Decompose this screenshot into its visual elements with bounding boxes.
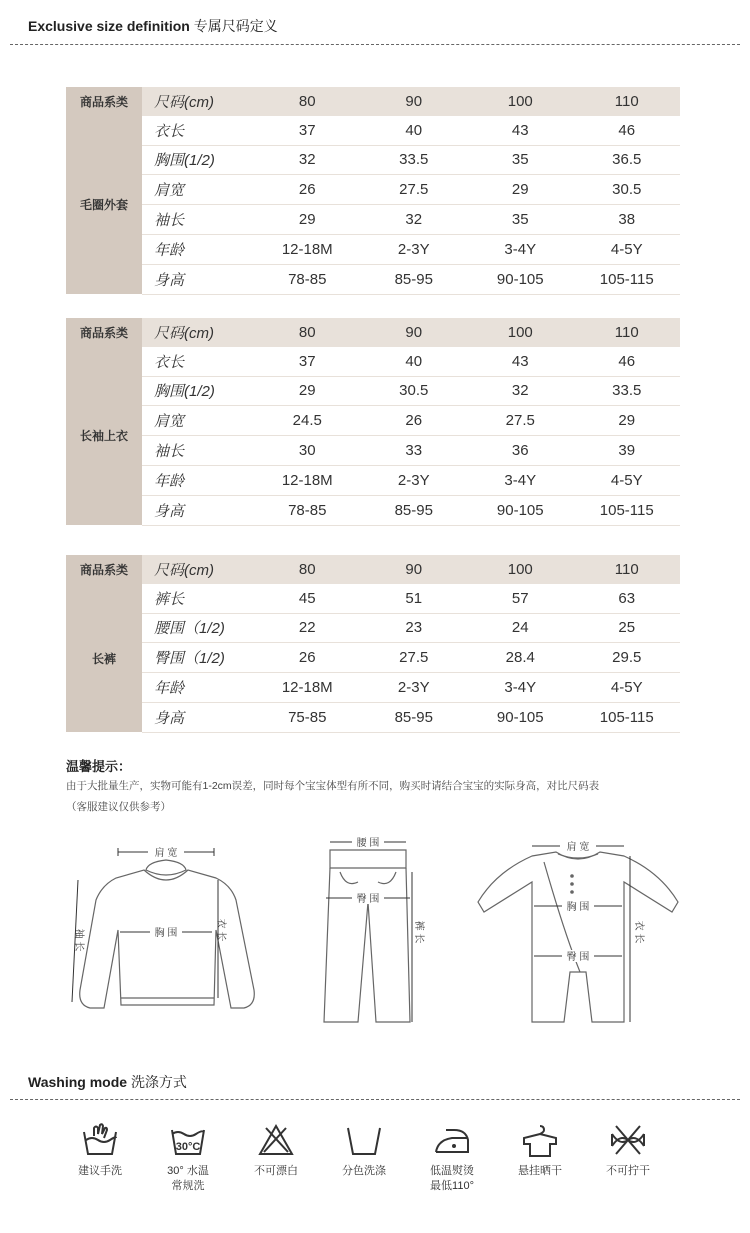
cell: 45 <box>254 584 361 613</box>
waist-label: 腰 围 <box>356 838 380 849</box>
sweater-diagram <box>66 840 266 1020</box>
row-label: 身高 <box>142 264 254 294</box>
row-label: 胸围(1/2) <box>142 376 254 406</box>
cell: 36.5 <box>574 145 681 175</box>
cell: 90-105 <box>467 495 574 525</box>
table-header-row <box>66 318 680 347</box>
cell: 43 <box>467 116 574 145</box>
table-row <box>66 145 680 175</box>
cell: 27.5 <box>361 175 468 205</box>
header-size-label: 尺码(cm) <box>142 318 254 347</box>
cell: 29.5 <box>574 643 681 673</box>
table-row <box>66 465 680 495</box>
divider <box>10 1099 740 1100</box>
cell: 27.5 <box>361 643 468 673</box>
wash-item <box>148 1122 228 1194</box>
row-label: 袖长 <box>142 205 254 235</box>
hand-wash-icon <box>80 1122 120 1158</box>
pants-length-label: 裤 长 <box>413 920 424 944</box>
cell: 63 <box>574 584 681 613</box>
row-label: 袖长 <box>142 436 254 466</box>
cell: 32 <box>254 145 361 175</box>
cell: 105-115 <box>574 495 681 525</box>
wash-30-icon <box>168 1122 208 1158</box>
row-label: 身高 <box>142 702 254 732</box>
cell: 32 <box>467 376 574 406</box>
table-row <box>66 116 680 145</box>
pants-diagram <box>320 832 424 1027</box>
cell: 37 <box>254 347 361 376</box>
wash-item <box>236 1122 316 1179</box>
cell: 51 <box>361 584 468 613</box>
cell: 22 <box>254 613 361 643</box>
cell: 33.5 <box>361 145 468 175</box>
header-category: 商品系类 <box>66 318 142 347</box>
cell: 35 <box>467 205 574 235</box>
cell: 3-4Y <box>467 234 574 264</box>
cell: 2-3Y <box>361 234 468 264</box>
row-label: 年龄 <box>142 234 254 264</box>
wash-label: 不可拧干 <box>606 1165 650 1177</box>
cell: 30.5 <box>574 175 681 205</box>
row-label: 年龄 <box>142 673 254 703</box>
cell: 29 <box>467 175 574 205</box>
row-label: 臀围（1/2) <box>142 643 254 673</box>
wash-label-2: 最低110° <box>430 1180 474 1192</box>
wash-label: 分色洗涤 <box>342 1165 386 1177</box>
wash-label: 悬挂晒干 <box>518 1165 562 1177</box>
header-size: 100 <box>467 318 574 347</box>
wash-temp: 30°C <box>175 1141 201 1153</box>
size-section-title <box>28 16 278 36</box>
table-row <box>66 702 680 732</box>
header-size: 90 <box>361 87 468 116</box>
header-size-label: 尺码(cm) <box>142 555 254 584</box>
table-row <box>66 234 680 264</box>
header-size: 90 <box>361 318 468 347</box>
cell: 4-5Y <box>574 465 681 495</box>
romper-chest-label: 胸 围 <box>566 902 590 913</box>
sleeve-label: 袖 长 <box>73 928 84 952</box>
cell: 24.5 <box>254 406 361 436</box>
header-category: 商品系类 <box>66 87 142 116</box>
cell: 29 <box>254 376 361 406</box>
size-title-cn: 专属尺码定义 <box>193 18 278 34</box>
table-row <box>66 205 680 235</box>
header-size: 80 <box>254 87 361 116</box>
row-label: 衣长 <box>142 116 254 145</box>
row-label: 胸围(1/2) <box>142 145 254 175</box>
row-label: 肩宽 <box>142 406 254 436</box>
low-iron-icon <box>432 1122 472 1158</box>
row-label: 腰围（1/2) <box>142 613 254 643</box>
category-cell: 长袖上衣 <box>66 347 142 525</box>
tips-title: 温馨提示： <box>66 759 132 774</box>
cell: 3-4Y <box>467 673 574 703</box>
row-label: 身高 <box>142 495 254 525</box>
washing-icons <box>60 1122 700 1212</box>
romper-shoulder-label: 肩 宽 <box>566 842 590 853</box>
table-header-row <box>66 555 680 584</box>
wash-label-2: 常规洗 <box>171 1180 205 1192</box>
wash-label: 低温熨烫 <box>430 1165 474 1177</box>
cell: 85-95 <box>361 495 468 525</box>
cell: 25 <box>574 613 681 643</box>
wash-item <box>588 1122 668 1179</box>
size-table-pants <box>66 555 680 733</box>
tips-text: 由于大批量生产，实物可能有1-2cm误差，同时每个宝宝体型有所不同，购买时请结合宝宝的实际身高，对比尺码表 <box>66 780 600 792</box>
table-row <box>66 643 680 673</box>
tips-note: （客服建议仅供参考） <box>66 801 171 813</box>
cell: 32 <box>361 205 468 235</box>
cell: 29 <box>254 205 361 235</box>
wash-label: 30° 水温 <box>167 1165 209 1177</box>
table-row <box>66 175 680 205</box>
cell: 105-115 <box>574 702 681 732</box>
header-size: 100 <box>467 555 574 584</box>
cell: 85-95 <box>361 702 468 732</box>
separate-wash-icon <box>344 1122 384 1158</box>
cell: 33 <box>361 436 468 466</box>
hang-dry-icon <box>520 1122 560 1158</box>
no-bleach-icon <box>256 1122 296 1158</box>
header-size: 110 <box>574 555 681 584</box>
cell: 39 <box>574 436 681 466</box>
cell: 38 <box>574 205 681 235</box>
cell: 24 <box>467 613 574 643</box>
washing-section-title <box>28 1072 187 1092</box>
cell: 12-18M <box>254 673 361 703</box>
category-cell: 毛圈外套 <box>66 116 142 294</box>
wash-label: 不可漂白 <box>254 1165 298 1177</box>
table-header-row <box>66 87 680 116</box>
table-row <box>66 436 680 466</box>
cell: 23 <box>361 613 468 643</box>
cell: 26 <box>361 406 468 436</box>
no-wring-icon <box>608 1122 648 1158</box>
row-label: 裤长 <box>142 584 254 613</box>
table-row <box>66 584 680 613</box>
cell: 4-5Y <box>574 234 681 264</box>
cell: 90-105 <box>467 264 574 294</box>
cell: 35 <box>467 145 574 175</box>
table-row <box>66 495 680 525</box>
cell: 78-85 <box>254 264 361 294</box>
cell: 57 <box>467 584 574 613</box>
header-category: 商品系类 <box>66 555 142 584</box>
cell: 30 <box>254 436 361 466</box>
cell: 2-3Y <box>361 673 468 703</box>
header-size: 100 <box>467 87 574 116</box>
washing-title-en: Washing mode <box>28 1074 128 1090</box>
cell: 26 <box>254 175 361 205</box>
cell: 3-4Y <box>467 465 574 495</box>
size-title-en: Exclusive size definition <box>28 18 190 34</box>
hip-label: 臀 围 <box>356 894 380 905</box>
cell: 12-18M <box>254 234 361 264</box>
chest-label: 胸 围 <box>154 928 178 939</box>
table-row <box>66 347 680 376</box>
romper-length-label: 衣 长 <box>633 920 644 944</box>
shoulder-label: 肩 宽 <box>154 848 178 859</box>
cell: 85-95 <box>361 264 468 294</box>
cell: 75-85 <box>254 702 361 732</box>
header-size: 80 <box>254 555 361 584</box>
cell: 40 <box>361 116 468 145</box>
header-size: 90 <box>361 555 468 584</box>
cell: 27.5 <box>467 406 574 436</box>
romper-diagram <box>474 832 682 1027</box>
header-size: 110 <box>574 318 681 347</box>
size-table-long-sleeve <box>66 318 680 526</box>
cell: 105-115 <box>574 264 681 294</box>
row-label: 肩宽 <box>142 175 254 205</box>
cell: 46 <box>574 116 681 145</box>
category-cell: 长裤 <box>66 584 142 732</box>
cell: 43 <box>467 347 574 376</box>
table-row <box>66 613 680 643</box>
cell: 12-18M <box>254 465 361 495</box>
washing-title-cn: 洗涤方式 <box>130 1074 187 1090</box>
size-table-jacket <box>66 87 680 295</box>
header-size-label: 尺码(cm) <box>142 87 254 116</box>
cell: 46 <box>574 347 681 376</box>
cell: 40 <box>361 347 468 376</box>
table-row <box>66 376 680 406</box>
romper-hip-label: 臀 围 <box>566 952 590 963</box>
header-size: 80 <box>254 318 361 347</box>
cell: 90-105 <box>467 702 574 732</box>
wash-item <box>412 1122 492 1194</box>
cell: 37 <box>254 116 361 145</box>
cell: 36 <box>467 436 574 466</box>
cell: 28.4 <box>467 643 574 673</box>
cell: 78-85 <box>254 495 361 525</box>
table-row <box>66 264 680 294</box>
wash-item <box>324 1122 404 1179</box>
divider <box>10 44 740 45</box>
cell: 33.5 <box>574 376 681 406</box>
row-label: 年龄 <box>142 465 254 495</box>
cell: 29 <box>574 406 681 436</box>
table-row <box>66 406 680 436</box>
length-label: 衣 长 <box>215 918 226 942</box>
table-row <box>66 673 680 703</box>
wash-item <box>500 1122 580 1179</box>
cell: 4-5Y <box>574 673 681 703</box>
header-size: 110 <box>574 87 681 116</box>
cell: 2-3Y <box>361 465 468 495</box>
cell: 26 <box>254 643 361 673</box>
row-label: 衣长 <box>142 347 254 376</box>
wash-label: 建议手洗 <box>78 1165 122 1177</box>
wash-item <box>60 1122 140 1179</box>
cell: 30.5 <box>361 376 468 406</box>
